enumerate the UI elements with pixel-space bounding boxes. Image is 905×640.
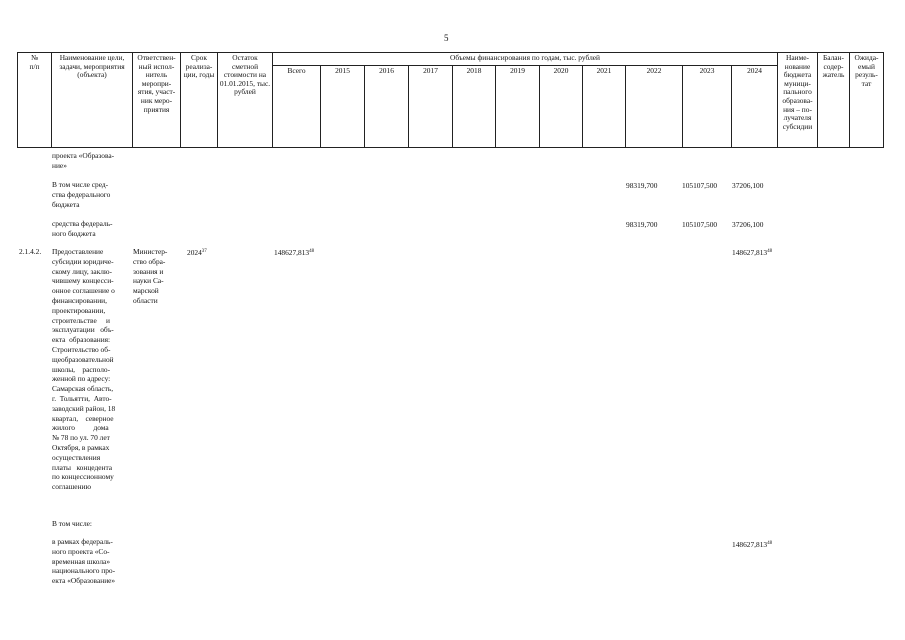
value-2023: 105107,500 <box>682 220 718 229</box>
header-holder: Балан-содер-жатель <box>818 53 850 148</box>
header-year: 2016 <box>365 66 409 148</box>
value-2022: 98319,700 <box>626 220 658 229</box>
header-year: 2023 <box>683 66 732 148</box>
value-2022: 98319,700 <box>626 181 658 190</box>
value-2024: 37206,100 <box>732 181 764 190</box>
value-total: 148627,813$^{48}$ <box>274 248 315 257</box>
header-year: 2021 <box>583 66 626 148</box>
row-name-cell: В том числе: <box>52 519 92 528</box>
row-name-cell: Предоставление субсидии юридиче- скому лицу, заклю- чившему концесси- онное соглашение о финансировании, проектировании, строительстве и эксплуатации объ- екта образования: Строительство об- щеобразовательной школы, располо- женной по адресу: Самарская область, г. Тольятти, Авто- заводский район, 18 квартал, северное жилого дома № 78 по ул. 70 лет Октября, в рамках осуществления платы концедента по концессионному соглашению <box>52 247 116 492</box>
header-year: 2015 <box>321 66 365 148</box>
header-responsible: Ответствен-ный испол-нитель меропри-ятия, участ-ник меро-приятия <box>133 53 181 148</box>
header-budget-name: Наиме-нование бюджета муници-пального образова-ния – по-лучателя субсидии <box>778 53 818 148</box>
header-result: Ожида-емый резуль-тат <box>850 53 884 148</box>
header-financing-title: Объемы финансирования по годам, тыс. рублей <box>273 53 778 66</box>
row-name-cell: в рамках федераль- ного проекта «Со- временная школа» национального про- екта «Образование» <box>52 537 116 586</box>
header-year: 2019 <box>496 66 540 148</box>
header-year: 2018 <box>453 66 496 148</box>
table-header <box>17 52 884 148</box>
header-remaining: Остаток сметной стоимости на 01.01.2015, тыс. рублей <box>218 53 273 148</box>
header-total: Всего <box>273 66 321 148</box>
value-2024: 148627,813$^{48}$ <box>732 540 773 549</box>
row-number: 2.1.4.2. <box>19 247 42 256</box>
header-term: Срок реализа-ции, годы <box>181 53 218 148</box>
value-2024: 148627,813$^{48}$ <box>732 248 773 257</box>
term-cell: 2024$^{37}$ <box>187 248 207 257</box>
page-number: 5 <box>444 33 449 43</box>
value-2024: 37206,100 <box>732 220 764 229</box>
value-2023: 105107,500 <box>682 181 718 190</box>
header-year: 2020 <box>540 66 583 148</box>
header-year: 2017 <box>409 66 453 148</box>
header-year: 2024 <box>732 66 778 148</box>
row-name-cell: В том числе сред- ства федерального бюджета <box>52 180 111 209</box>
header-year: 2022 <box>626 66 683 148</box>
responsible-cell: Министер- ство обра- зования и науки Са- марской области <box>133 247 168 305</box>
header-num: № п/п <box>18 53 52 148</box>
row-name-cell: средства федераль- ного бюджета <box>52 219 113 238</box>
row-name-cell: проекта «Образова- ние» <box>52 151 115 170</box>
header-name: Наименование цели, задачи, мероприятия (объекта) <box>52 53 133 148</box>
